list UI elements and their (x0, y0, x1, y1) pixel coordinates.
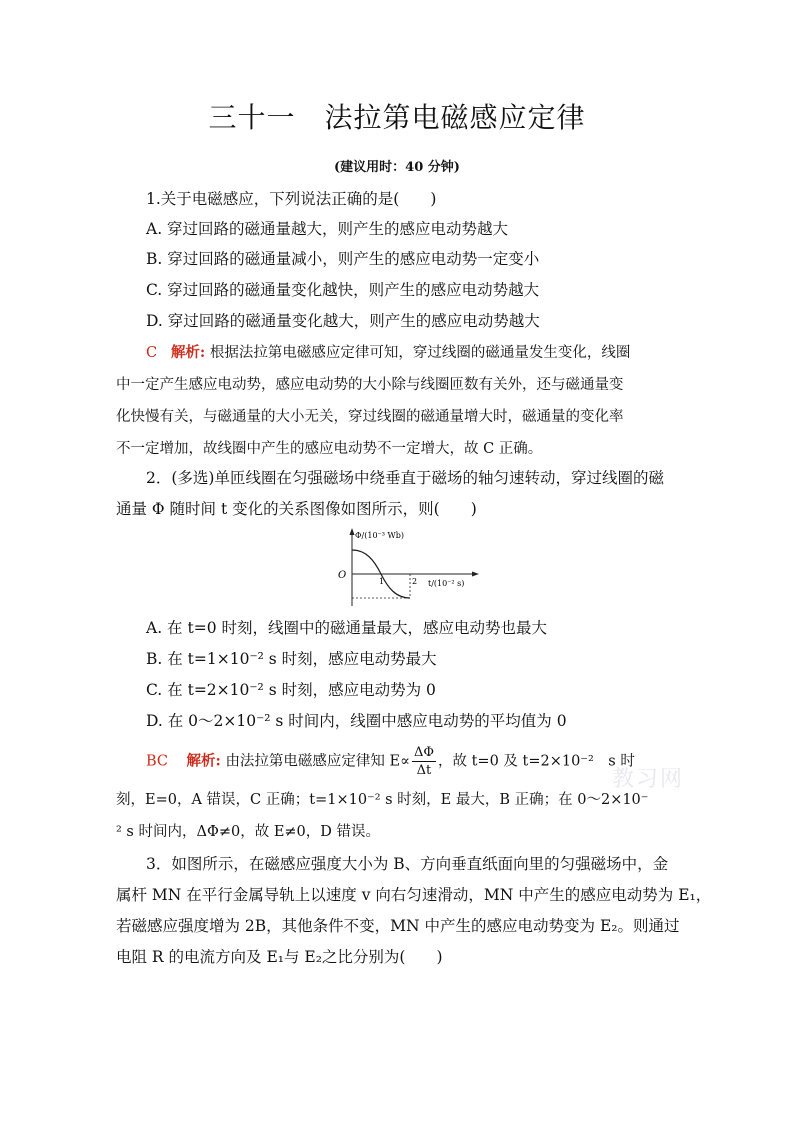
q1-answer: C (146, 345, 158, 361)
x-axis-label: t/(10⁻² s) (428, 579, 465, 588)
q3-line-3: 若磁感应强度增为 2B，其他条件不变，MN 中产生的感应电动势变为 E₂。则通过 (116, 917, 680, 935)
q3-line-2: 属杆 MN 在平行金属导轨上以速度 v 向右匀速滑动，MN 中产生的感应电动势为 E₁， (116, 886, 712, 904)
q2-option-a: A. 在 t=0 时刻，线圈中的磁通量最大，感应电动势也最大 (146, 619, 547, 637)
q3-line-1: 3．如图所示，在磁感应强度大小为 B、方向垂直纸面向里的匀强磁场中，金 (146, 855, 669, 873)
q2-answer: BC (146, 753, 169, 770)
q1-analysis-label: 解析: (170, 344, 206, 361)
q2-option-b: B. 在 t=1×10⁻² s 时刻，感应电动势最大 (146, 650, 437, 668)
q2-option-c: C. 在 t=2×10⁻² s 时刻，感应电动势为 0 (146, 681, 436, 699)
tick-label-1: 1 (379, 577, 385, 586)
q1-stem: 1.关于电磁感应，下列说法正确的是( ) (146, 190, 437, 208)
watermark: 教习网 (612, 767, 685, 792)
q2-option-d: D. 在 0～2×10⁻² s 时间内，线圈中感应电动势的平均值为 0 (146, 712, 567, 730)
q1-option-b: B. 穿过回路的磁通量减小，则产生的感应电动势一定变小 (146, 250, 540, 268)
q1-option-a: A. 穿过回路的磁通量越大，则产生的感应电动势越大 (146, 220, 509, 238)
q1-option-d: D. 穿过回路的磁通量变化越大，则产生的感应电动势越大 (146, 312, 540, 330)
q1-analysis-line-4: 不一定增加，故线圈中产生的感应电动势不一定增大，故 C 正确。 (116, 441, 543, 457)
q1-option-c: C. 穿过回路的磁通量变化越快，则产生的感应电动势越大 (146, 281, 540, 299)
q3-line-4: 电阻 R 的电流方向及 E₁与 E₂之比分别为( ) (116, 948, 443, 966)
q2-analysis-pre: 由法拉第电磁感应定律知 E∝ (225, 753, 410, 770)
q2-analysis-line-2: 刻，E=0，A 错误，C 正确；t=1×10⁻² s 时刻，E 最大，B 正确；在 0～2×10⁻ (116, 792, 649, 808)
flux-time-graph (330, 526, 480, 608)
frac-numerator: ΔΦ (413, 745, 434, 760)
y-axis-arrow (350, 528, 355, 535)
q1-analysis-line-1: 根据法拉第电磁感应定律可知，穿过线圈的磁通量发生变化，线圈 (209, 345, 631, 361)
origin-label: O (338, 570, 347, 581)
delta-phi-over-delta-t (412, 744, 436, 779)
q1-analysis-line-3: 化快慢有关，与磁通量的大小无关，穿过线圈的磁通量增大时，磁通量的变化率 (116, 409, 624, 425)
suggested-time: (建议用时：40 分钟) (334, 160, 460, 175)
x-axis-arrow (472, 572, 479, 577)
q2-analysis-label: 解析: (186, 752, 221, 770)
frac-denominator: Δt (416, 763, 432, 778)
page-title: 三十一 法拉第电磁感应定律 (208, 101, 586, 134)
q2-stem-line-2: 通量 Φ 随时间 t 变化的关系图像如图所示，则( ) (116, 500, 477, 518)
q2-stem-line-1: 2．(多选)单匝线圈在匀强磁场中绕垂直于磁场的轴匀速转动，穿过线圈的磁 (146, 469, 664, 487)
q2-analysis-line-3: ² s 时间内，ΔΦ≠0，故 E≠0，D 错误。 (116, 824, 381, 840)
tick-label-2: 2 (412, 577, 418, 586)
q1-analysis-line-2: 中一定产生感应电动势，感应电动势的大小除与线圈匝数有关外，还与磁通量变 (116, 377, 624, 393)
y-axis-label: Φ/(10⁻³ Wb) (355, 531, 404, 540)
q2-analysis-post: ，故 t=0 及 t=2×10⁻² s 时 (438, 753, 635, 770)
